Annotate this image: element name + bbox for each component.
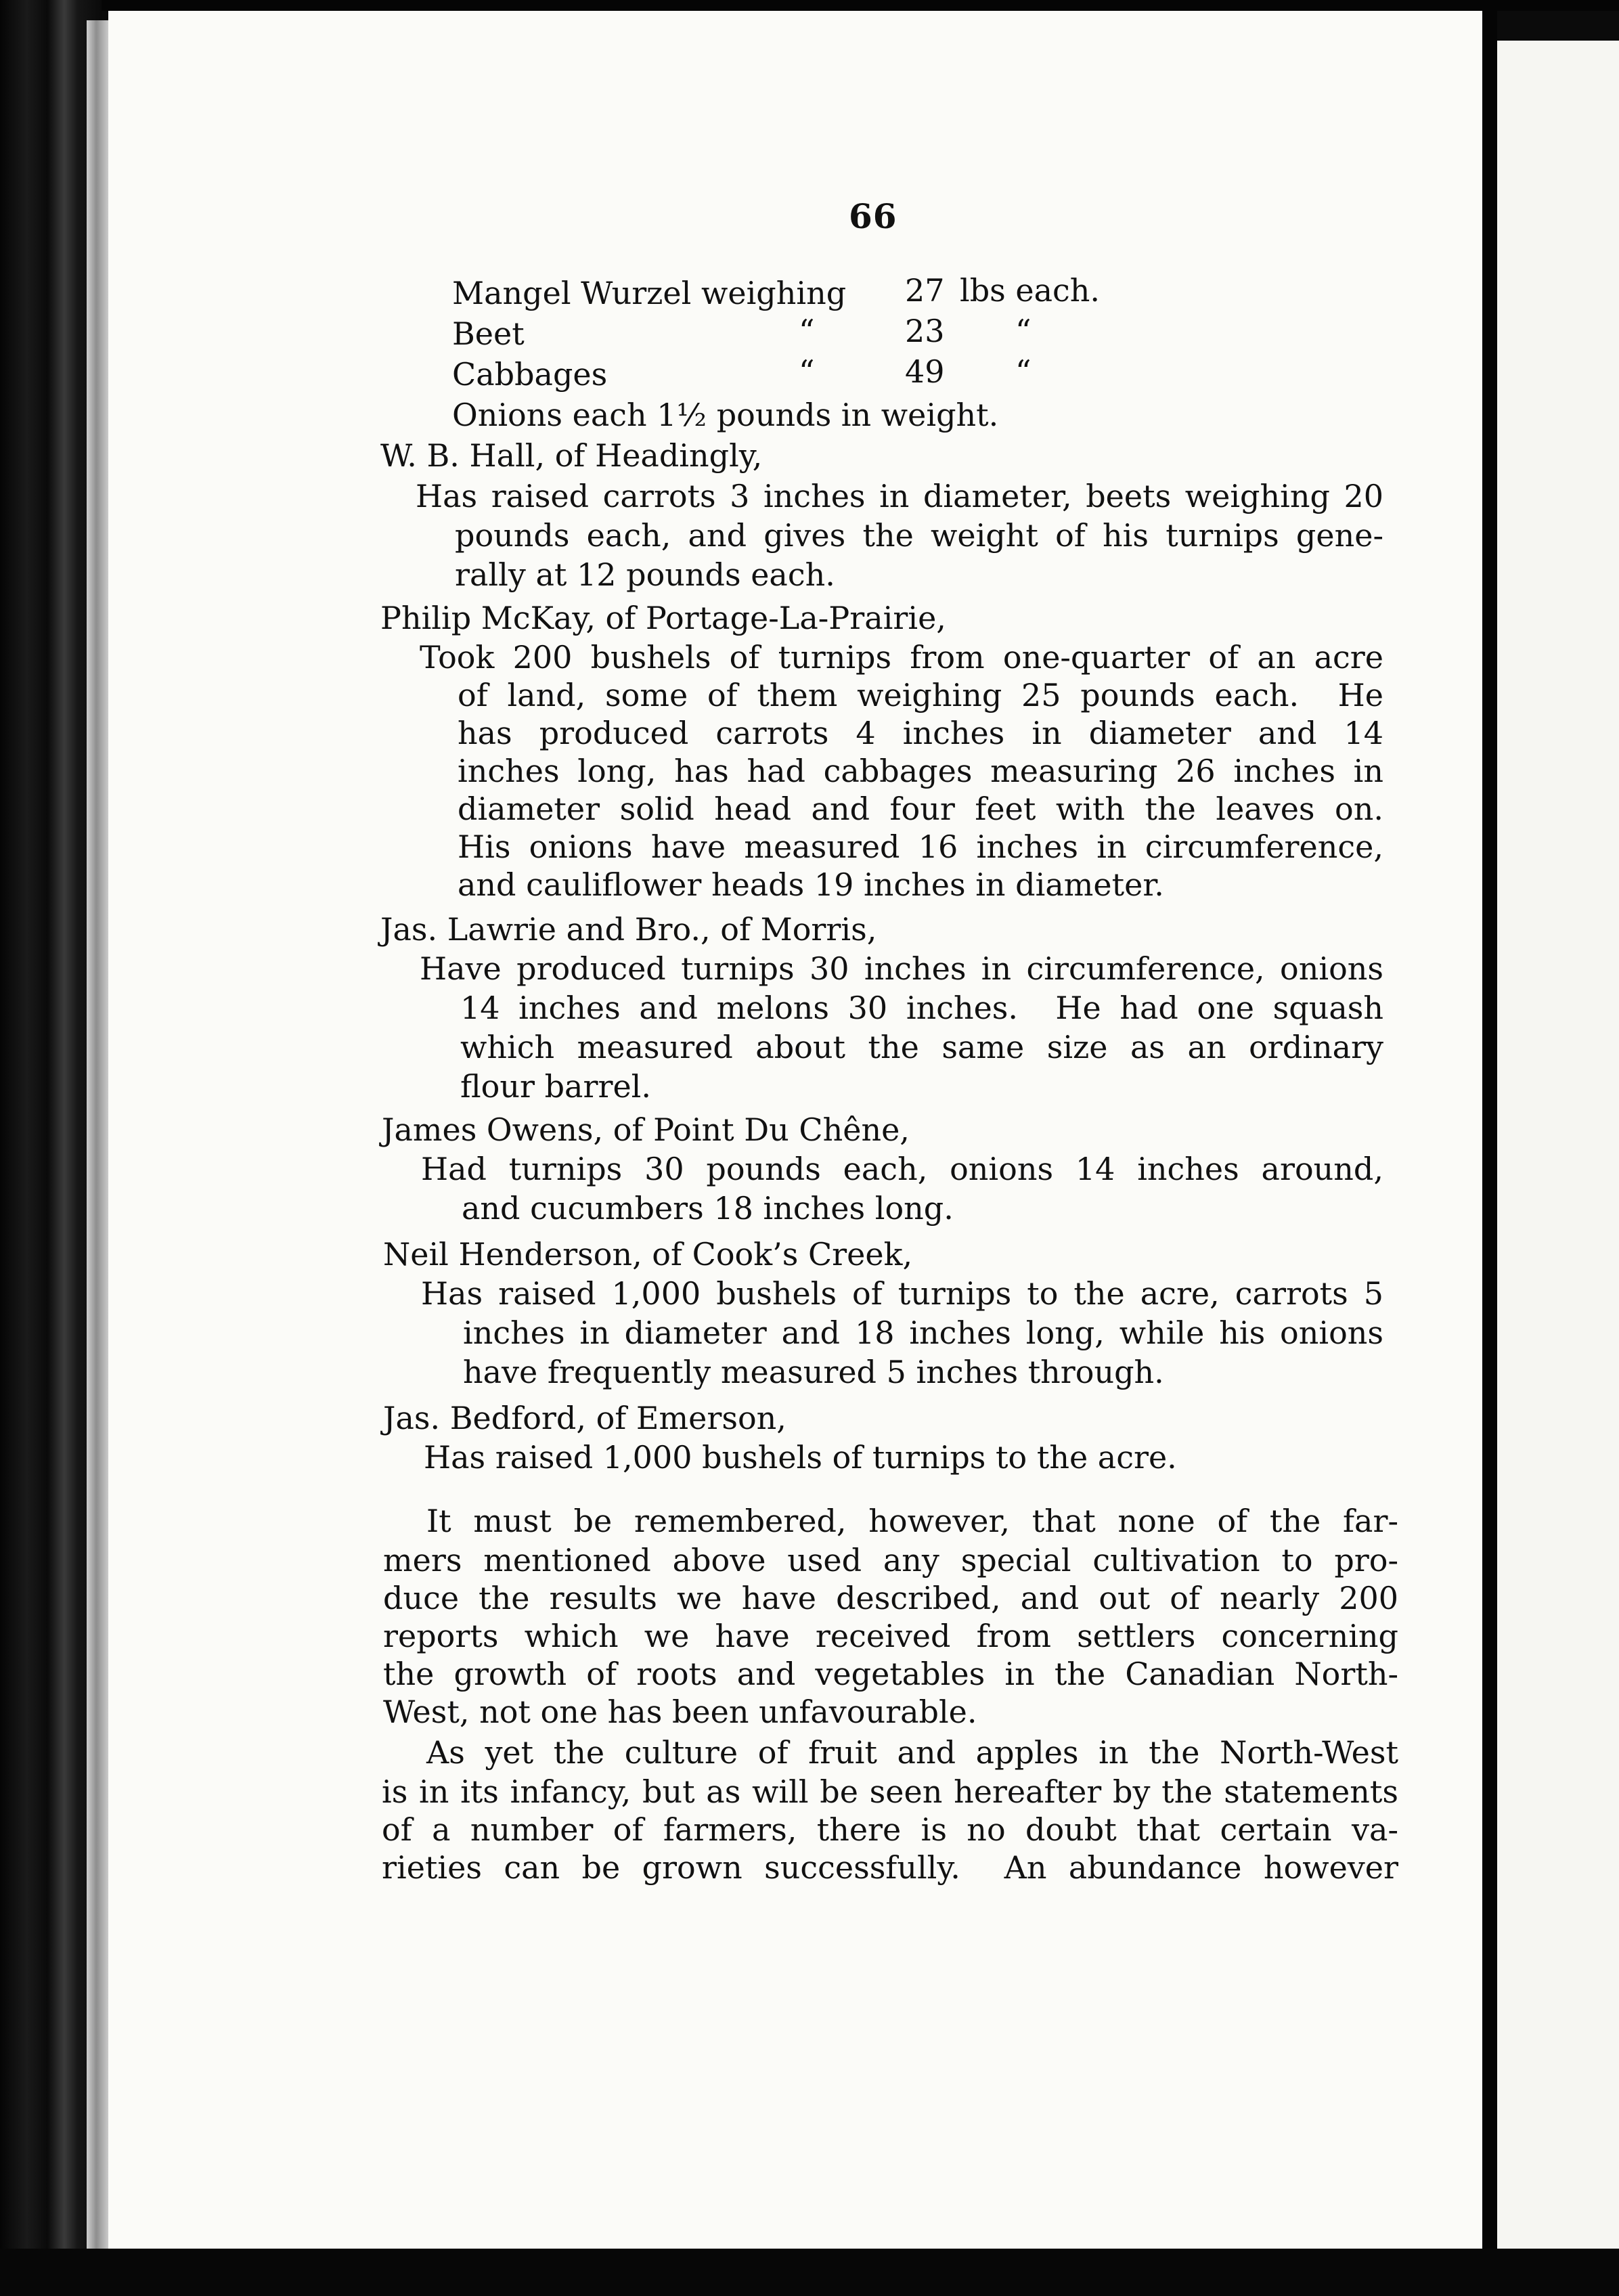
- adjacent-page-edge: [1497, 41, 1619, 2274]
- paragraph-line: duce the results we have described, and out of nearly 200: [383, 1580, 1398, 1616]
- page-gutter: [1482, 0, 1497, 2296]
- produce-unit: lbs each.: [960, 272, 1101, 309]
- ditto-mark: “: [1015, 313, 1032, 349]
- entry-text-line: rally at 12 pounds each.: [455, 556, 835, 593]
- paragraph-line: of a number of farmers, there is no doubt that certain va-: [382, 1811, 1398, 1848]
- entry-text-line: pounds each, and gives the weight of his turnips gene-: [455, 517, 1383, 554]
- paragraph-line: is in its infancy, but as will be seen hereafter by the statements: [382, 1773, 1398, 1810]
- scan-top-border: [102, 0, 1619, 11]
- entry-name: Neil Henderson, of Cook’s Creek,: [383, 1236, 913, 1273]
- ditto-mark: “: [799, 313, 815, 349]
- entry-text-line: Took 200 bushels of turnips from one-quarter of an acre: [420, 639, 1383, 676]
- ditto-mark: “: [799, 353, 815, 390]
- page-number: 66: [849, 196, 897, 236]
- paragraph-line: the growth of roots and vegetables in the Canadian North-: [383, 1656, 1398, 1692]
- entry-text-line: inches long, has had cabbages measuring 26 inches in: [458, 753, 1383, 789]
- entry-text-line: Have produced turnips 30 inches in circumference, onions: [420, 950, 1383, 987]
- entry-text-line: His onions have measured 16 inches in circumference,: [458, 829, 1383, 865]
- paragraph-line: rieties can be grown successfully. An abundance however: [382, 1849, 1398, 1886]
- entry-name: James Owens, of Point Du Chêne,: [382, 1111, 910, 1148]
- entry-text-line: have frequently measured 5 inches through.: [463, 1354, 1164, 1390]
- entry-name: W. B. Hall, of Headingly,: [380, 437, 763, 474]
- entry-text-line: has produced carrots 4 inches in diameter and 14: [458, 715, 1383, 751]
- produce-amount: 23: [905, 313, 945, 349]
- page-edge-shadow: [87, 20, 111, 2274]
- scan-bottom-border: [0, 2249, 1619, 2296]
- entry-name: Jas. Lawrie and Bro., of Morris,: [380, 911, 877, 948]
- produce-item-label: Beet: [452, 315, 525, 352]
- entry-text-line: 14 inches and melons 30 inches. He had one squash: [460, 990, 1383, 1026]
- entry-text-line: Had turnips 30 pounds each, onions 14 inches around,: [421, 1151, 1383, 1187]
- paragraph-line: As yet the culture of fruit and apples in the North-West: [426, 1734, 1398, 1771]
- entry-text-line: Has raised 1,000 bushels of turnips to the acre, carrots 5: [421, 1275, 1383, 1312]
- entry-text-line: and cauliflower heads 19 inches in diameter.: [458, 866, 1164, 903]
- produce-amount: 27: [905, 272, 945, 309]
- entry-name: Philip McKay, of Portage-La-Prairie,: [380, 600, 946, 636]
- paragraph-line: It must be remembered, however, that none of the far-: [426, 1503, 1398, 1539]
- produce-item-label: Cabbages: [452, 356, 608, 393]
- paragraph-line: West, not one has been unfavourable.: [383, 1694, 977, 1730]
- entry-text-line: inches in diameter and 18 inches long, while his onions: [463, 1315, 1383, 1351]
- entry-text-line: diameter solid head and four feet with the leaves on.: [458, 791, 1383, 827]
- paragraph-line: reports which we have received from settlers concerning: [383, 1618, 1398, 1654]
- entry-name: Jas. Bedford, of Emerson,: [383, 1400, 786, 1436]
- ditto-mark: “: [1015, 353, 1032, 390]
- entry-text-line: Has raised 1,000 bushels of turnips to the acre.: [424, 1439, 1177, 1476]
- entry-text-line: which measured about the same size as an ordinary: [460, 1029, 1383, 1065]
- paragraph-line: mers mentioned above used any special cultivation to pro-: [383, 1542, 1398, 1578]
- entry-text-line: Has raised carrots 3 inches in diameter, beets weighing 20: [416, 478, 1383, 514]
- produce-amount: 49: [905, 353, 945, 390]
- entry-text-line: of land, some of them weighing 25 pounds each. He: [458, 677, 1383, 713]
- entry-text-line: and cucumbers 18 inches long.: [462, 1190, 954, 1227]
- produce-item-label: Mangel Wurzel weighing: [452, 275, 847, 311]
- onions-line: Onions each 1½ pounds in weight.: [452, 397, 999, 433]
- entry-text-line: flour barrel.: [460, 1068, 652, 1105]
